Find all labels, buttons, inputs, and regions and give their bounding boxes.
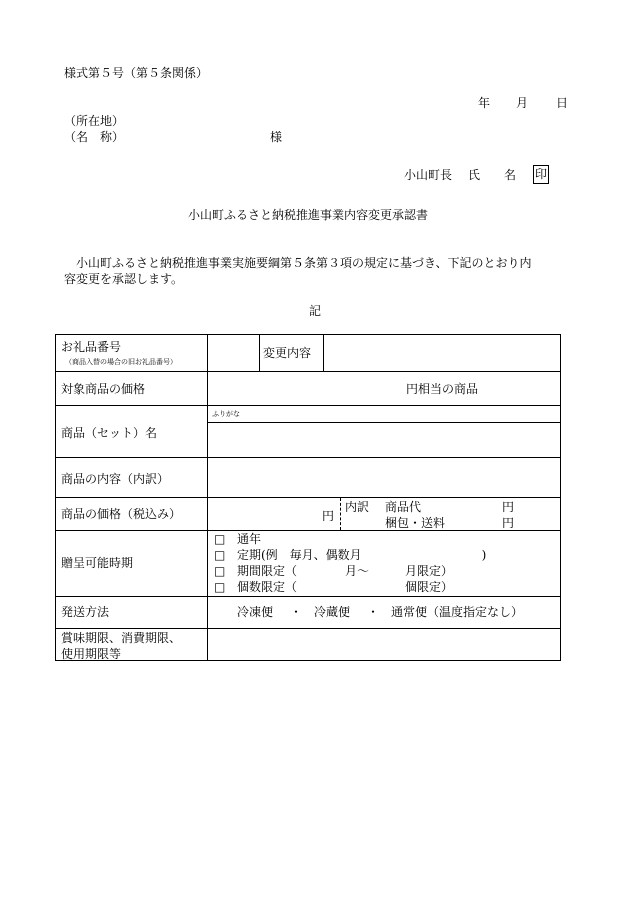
furigana-divider	[208, 422, 560, 423]
change-content-label: 変更内容	[263, 346, 312, 360]
period-label: 贈呈可能時期	[61, 556, 134, 570]
product-name-label: 商品（セット）名	[61, 426, 158, 440]
issuer-name-label: 氏 名	[468, 168, 517, 182]
item-cost-yen: 円	[502, 500, 515, 514]
period-option-regular: 定期(例 毎月、偶数月 )	[237, 548, 487, 562]
packing-label: 梱包・送料	[385, 516, 446, 530]
row-divider	[56, 497, 560, 498]
date-month: 月	[516, 96, 529, 110]
price-yen: 円	[322, 509, 335, 523]
row-divider	[56, 457, 560, 458]
item-cost-label: 商品代	[385, 500, 422, 514]
row-divider	[56, 530, 560, 531]
honorific: 様	[270, 130, 283, 144]
shipping-chilled: 冷蔵便	[314, 605, 351, 619]
form-number: 様式第５号（第５条関係）	[64, 66, 209, 80]
furigana-label: ふりがな	[212, 410, 240, 418]
body-line-2: 容変更を承認します。	[64, 272, 184, 286]
approval-table	[55, 334, 561, 661]
contents-label: 商品の内容（内訳）	[61, 472, 170, 486]
checkbox-icon[interactable]: □	[214, 564, 226, 578]
row-divider	[56, 628, 560, 629]
label-column-divider	[207, 335, 208, 660]
shipping-frozen: 冷凍便	[237, 605, 274, 619]
col-divider	[323, 335, 324, 371]
row-divider	[56, 371, 560, 372]
shipping-label: 発送方法	[61, 605, 110, 619]
date-year: 年	[478, 96, 491, 110]
seal-mark: 印	[533, 165, 549, 184]
ki-label: 記	[309, 304, 322, 318]
row-divider	[56, 405, 560, 406]
period-option-yearround: 通年	[237, 532, 262, 546]
checkbox-icon[interactable]: □	[214, 532, 226, 546]
name-label: （名 称）	[64, 130, 125, 144]
body-line-1: 小山町ふるさと納税推進事業実施要綱第５条第３項の規定に基づき、下記のとおり内	[76, 256, 532, 270]
col-divider	[259, 335, 260, 371]
address-label: （所在地）	[64, 114, 125, 128]
checkbox-icon[interactable]: □	[214, 548, 226, 562]
shipping-separator: ・	[290, 605, 303, 619]
target-price-label: 対象商品の価格	[61, 382, 146, 396]
target-price-value: 円相当の商品	[406, 382, 479, 396]
price-label: 商品の価格（税込み）	[61, 507, 182, 521]
document-title: 小山町ふるさと納税推進事業内容変更承認書	[188, 208, 429, 222]
shipping-separator: ・	[367, 605, 380, 619]
row-divider	[56, 596, 560, 597]
checkbox-icon[interactable]: □	[214, 580, 226, 594]
gift-number-note: （商品入替の場合の旧お礼品番号）	[65, 358, 177, 366]
date-day: 日	[556, 96, 569, 110]
period-option-limited-quantity: 個数限定（ 個限定）	[237, 580, 454, 594]
packing-yen: 円	[502, 516, 515, 530]
breakdown-divider	[340, 498, 341, 530]
gift-number-label: お礼品番号	[61, 340, 122, 354]
expiry-label-line2: 使用期限等	[61, 647, 122, 661]
issuer-title: 小山町長	[404, 168, 453, 182]
breakdown-label: 内訳	[345, 500, 370, 514]
expiry-label-line1: 賞味期限、消費期限、	[61, 631, 182, 645]
shipping-normal: 通常便（温度指定なし）	[391, 605, 524, 619]
period-option-limited-period: 期間限定（ 月～ 月限定）	[237, 564, 454, 578]
